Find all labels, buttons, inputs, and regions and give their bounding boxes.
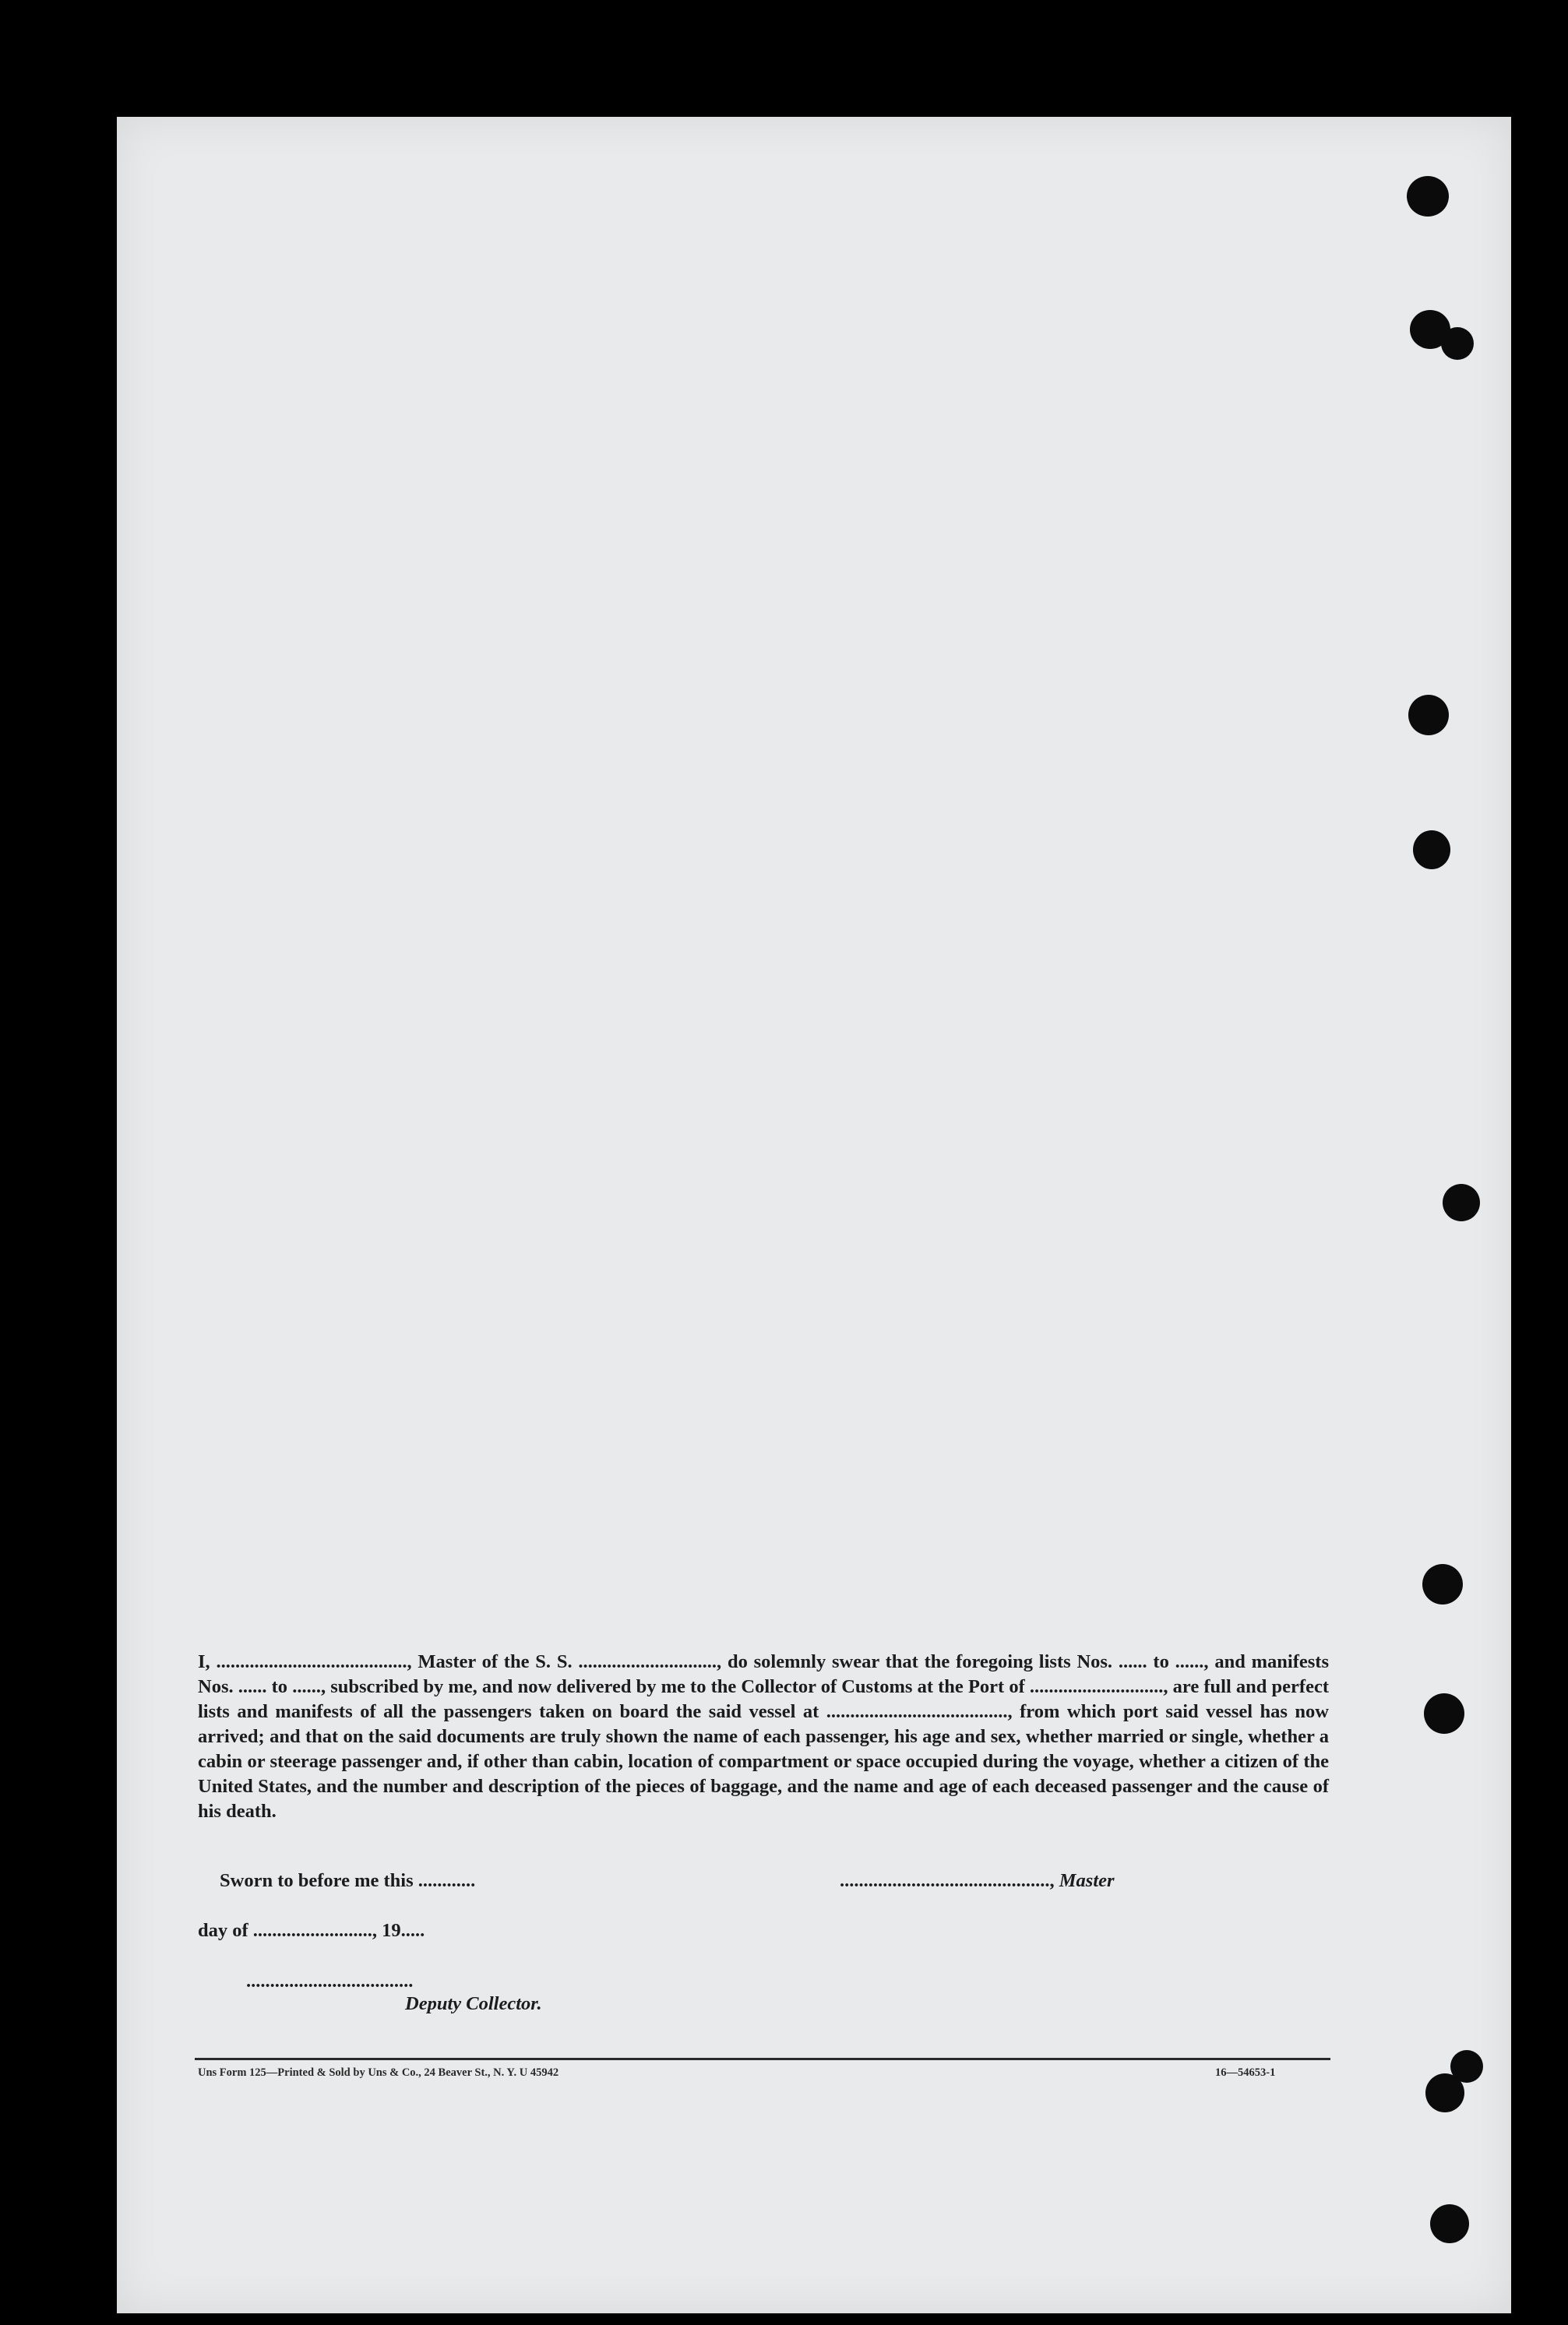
punch-hole	[1430, 2204, 1469, 2243]
punch-hole	[1407, 176, 1449, 217]
master-signature-line	[840, 1870, 1115, 1892]
punch-hole	[1422, 1564, 1463, 1605]
reverse-bleed-through	[280, 280, 1488, 483]
punch-hole	[1424, 1693, 1464, 1734]
deputy-collector-label: Deputy Collector.	[405, 1993, 542, 2014]
master-label: Master	[1059, 1870, 1115, 1891]
punch-hole	[1425, 2073, 1464, 2112]
punch-hole	[1443, 1184, 1480, 1221]
form-number: 16—54653-1	[1215, 2066, 1276, 2079]
day-of-line: day of ........................., 19.....	[198, 1920, 425, 1941]
punch-hole	[1441, 327, 1474, 360]
deputy-signature-dots: ...................................	[246, 1971, 414, 1992]
master-oath-paragraph: I, ........................................, Master of the S. S. ............................., do solemnly swear that the foregoing lists Nos. ...... to ......, and manifests Nos. ...... to ......, subscribed by me, and now delivered by me to the Collector of Customs at the Port of ............................, are full and perfect lists and manifests of all the passengers taken on board the said vessel at ......................................, from which port said vessel has now arrived; and that on the said documents are truly shown the name of each passenger, his age and sex, whether married or single, whether a cabin or steerage passenger and, if other than cabin, location of compartment or space occupied during the voyage, whether a citizen of the United States, and the number and description of the pieces of baggage, and the name and age of each deceased passenger and the cause of his death.	[198, 1651, 1329, 1822]
footer-rule	[195, 2058, 1330, 2060]
printer-imprint: Uns Form 125—Printed & Sold by Uns & Co., 24 Beaver St., N. Y. U 45942	[198, 2066, 559, 2079]
master-signature-dots: ............................................,	[840, 1870, 1055, 1891]
punch-hole	[1413, 830, 1450, 869]
sworn-before-line: Sworn to before me this ............	[220, 1870, 476, 1891]
punch-hole	[1408, 695, 1449, 735]
